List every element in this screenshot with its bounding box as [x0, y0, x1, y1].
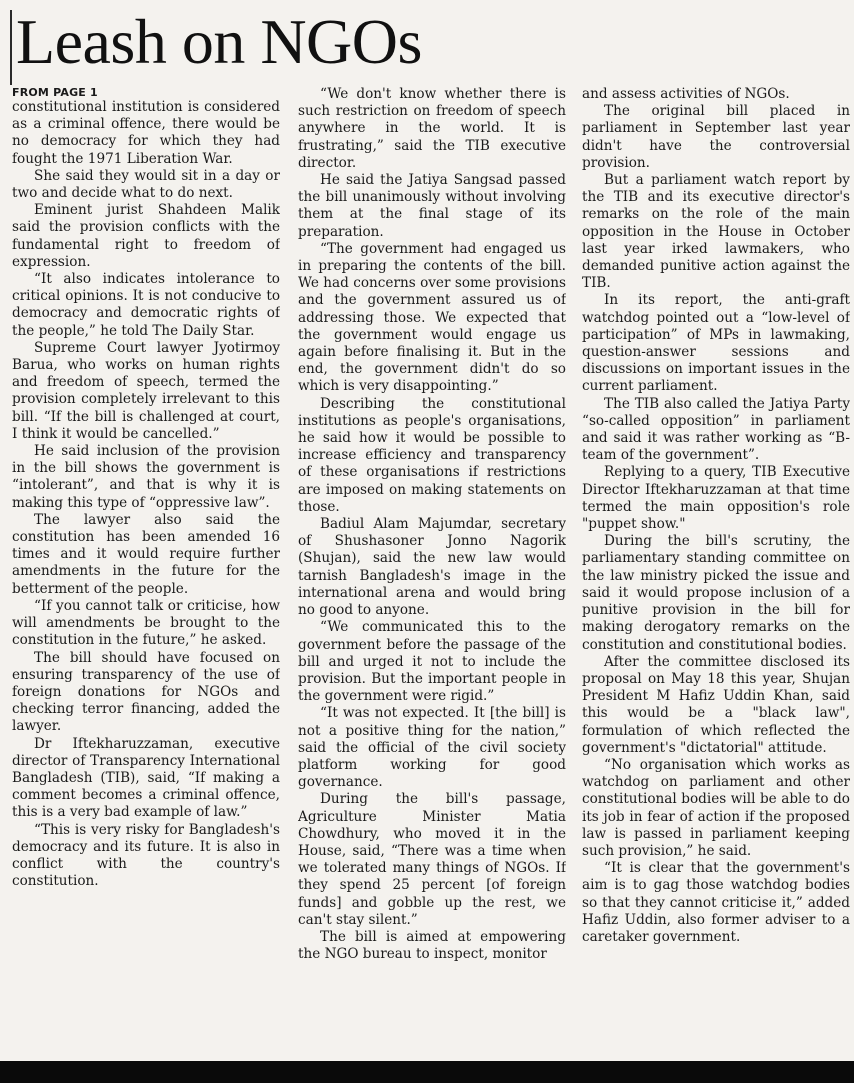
- paragraph: After the committee disclosed its proposal on May 18 this year, Shujan President M Hafiz Uddin Khan, said this would be a "black law", formulation of which reflected the government's "dictatorial" attitude.: [582, 653, 850, 756]
- paragraph: “The government had engaged us in preparing the contents of the bill. We had concerns over some provisions and the government assured us of addressing those. We expected that the government would engage us again before finalising it. But in the end, the government didn't do so which is very disappointing.”: [298, 240, 566, 395]
- paragraph: “No organisation which works as watchdog on parliament and other constitutional bodies will be able to do its job in fear of action if the proposed law is passed in parliament keeping such provision,” he said.: [582, 756, 850, 859]
- paragraph: “It also indicates intolerance to critical opinions. It is not conducive to democracy and democratic rights of the people,” he told The Daily Star.: [12, 271, 280, 339]
- paragraph: “We communicated this to the government before the passage of the bill and urged it not to include the provision. But the important people in the government were rigid.”: [298, 619, 566, 705]
- paragraph: The bill is aimed at empowering the NGO bureau to inspect, monitor: [298, 928, 566, 963]
- paragraph: Replying to a query, TIB Executive Director Iftekharuzzaman at that time termed the main opposition's role "puppet show.": [582, 464, 850, 533]
- paragraph: “It is clear that the government's aim is to gag those watchdog bodies so that they cannot criticise it,” added Hafiz Uddin, also former adviser to a caretaker government.: [582, 860, 850, 945]
- paragraph: “It was not expected. It [the bill] is not a positive thing for the nation,” said the official of the civil society platform working for good governance.: [298, 705, 566, 791]
- paragraph: “We don't know whether there is such restriction on freedom of speech anywhere in the world. It is frustrating,” said the TIB executive director.: [298, 86, 566, 171]
- page-bottom-border: [0, 1061, 854, 1083]
- paragraph: Supreme Court lawyer Jyotirmoy Barua, who works on human rights and freedom of speech, termed the provision completely irrelevant to this bill. “If the bill is challenged at court, I think it would be cancelled.”: [12, 339, 280, 442]
- paragraph: Badiul Alam Majumdar, secretary of Shushasoner Jonno Nagorik (Shujan), said the new law would tarnish Bangladesh's image in the international arena and would bring no good to anyone.: [298, 516, 566, 619]
- paragraph: During the bill's scrutiny, the parliamentary standing committee on the law ministry picked the issue and said it would propose inclusion of a punitive provision in the bill for making derogatory remarks on the constitution and constitutional bodies.: [582, 533, 850, 653]
- paragraph: Eminent jurist Shahdeen Malik said the provision conflicts with the fundamental right to freedom of expression.: [12, 202, 280, 270]
- paragraph: “If you cannot talk or criticise, how will amendments be brought to the constitution in the future,” he asked.: [12, 597, 280, 649]
- paragraph: The TIB also called the Jatiya Party “so-called opposition” in parliament and said it was rather working as “B-team of the government”.: [582, 395, 850, 464]
- continued-from-label: FROM PAGE 1: [12, 86, 98, 99]
- headline: Leash on NGOs: [16, 6, 422, 77]
- paragraph: constitutional institution is considered as a criminal offence, there would be no democracy for which they had fought the 1971 Liberation War.: [12, 99, 280, 167]
- paragraph: He said the Jatiya Sangsad passed the bill unanimously without involving them at the final stage of its preparation.: [298, 172, 566, 240]
- paragraph: The original bill placed in parliament in September last year didn't have the controversial provision.: [582, 103, 850, 171]
- paragraph: Dr Iftekharuzzaman, executive director of Transparency International Bangladesh (TIB), said, “If making a comment becomes a criminal offence, this is a very bad example of law.”: [12, 735, 280, 821]
- paragraph: He said inclusion of the provision in the bill shows the government is “intolerant”, and that is why it is making this type of “oppressive law”.: [12, 443, 280, 511]
- column-3: [582, 86, 850, 1044]
- paragraph: Describing the constitutional institutions as people's organisations, he said how it would be possible to increase efficiency and transparency of these organisations if restrictions are imposed on making statements on those.: [298, 395, 566, 515]
- column-1: [12, 86, 280, 1044]
- paragraph: She said they would sit in a day or two and decide what to do next.: [12, 167, 280, 202]
- paragraph: “This is very risky for Bangladesh's democracy and its future. It is also in conflict with the country's constitution.: [12, 821, 280, 890]
- paragraph: and assess activities of NGOs.: [582, 86, 790, 102]
- paragraph: The lawyer also said the constitution has been amended 16 times and it would require further amendments in the future for the betterment of the people.: [12, 511, 280, 597]
- column-rule: [10, 10, 12, 85]
- column-2: [298, 86, 566, 1044]
- paragraph: During the bill's passage, Agriculture Minister Matia Chowdhury, who moved it in the House, said, “There was a time when we tolerated many things of NGOs. If they spend 25 percent [of foreign funds] and gobble up the rest, we can't stay silent.”: [298, 791, 566, 928]
- article-body: [12, 86, 850, 1044]
- paragraph: In its report, the anti-graft watchdog pointed out a “low-level of participation” of MPs in lawmaking, question-answer sessions and discussions on important issues in the current parliament.: [582, 292, 850, 395]
- paragraph: But a parliament watch report by the TIB and its executive director's remarks on the role of the main opposition in the House in October last year irked lawmakers, who demanded punitive action against the TIB.: [582, 172, 850, 292]
- paragraph: The bill should have focused on ensuring transparency of the use of foreign donations for NGOs and checking terror financing, added the lawyer.: [12, 649, 280, 735]
